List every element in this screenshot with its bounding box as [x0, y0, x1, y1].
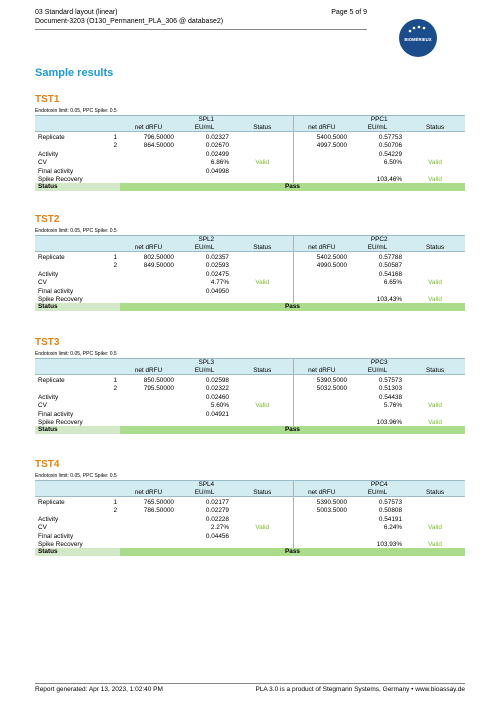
- col-header: EU/mL: [350, 244, 405, 252]
- col-header: net dRFU: [120, 489, 177, 497]
- table-row: [35, 419, 465, 427]
- cell: 103.96%: [376, 418, 403, 426]
- status-row: [35, 426, 465, 434]
- cell: 5402.5000: [293, 252, 350, 262]
- col-header: Status: [232, 489, 293, 497]
- col-header: EU/mL: [177, 367, 232, 375]
- row-label: Activity: [38, 516, 59, 523]
- table-row: 2 795.50000 0.02322 5032.5000 0.51303: [35, 385, 465, 393]
- test-subtitle: Endotoxin limit: 0.05, PPC Spike: 0.5: [35, 473, 117, 479]
- cell: 4997.5000: [293, 142, 350, 150]
- test-block-tst3: [35, 337, 465, 434]
- col-header: net dRFU: [120, 124, 177, 132]
- results-table: [35, 235, 465, 311]
- ppc-name: PPC3: [293, 359, 465, 367]
- col-header: net dRFU: [293, 489, 350, 497]
- cell: 850.50000: [143, 377, 174, 384]
- status-valid: Valid: [428, 295, 442, 303]
- row-label: Replicate: [38, 499, 65, 506]
- cell: 5.76%: [383, 401, 403, 409]
- cell: 6.86%: [210, 158, 229, 166]
- status-valid: Valid: [428, 523, 442, 531]
- status-valid: Valid: [255, 278, 270, 286]
- table-row: [35, 286, 465, 296]
- col-header: Status: [405, 124, 465, 132]
- row-label: Spike Recovery: [38, 295, 83, 303]
- cell: 0.04950: [205, 288, 229, 295]
- status-label: Status: [35, 303, 120, 311]
- col-header: EU/mL: [177, 489, 232, 497]
- logo-text: BIOMÉRIEUX: [404, 37, 432, 42]
- cell: 0.04456: [205, 533, 229, 540]
- table-row: [35, 149, 465, 159]
- results-table: [35, 358, 465, 434]
- row-label: Spike Recovery: [38, 540, 83, 548]
- cell: 4990.5000: [293, 262, 350, 270]
- cell: 0.02593: [205, 261, 229, 269]
- cell: 4.77%: [210, 278, 229, 286]
- cell: 5003.5000: [293, 507, 350, 515]
- status-valid: Valid: [428, 540, 442, 548]
- col-header: EU/mL: [350, 489, 405, 497]
- cell: 864.50000: [143, 141, 174, 149]
- ppc-name: PPC1: [293, 116, 465, 124]
- test-subtitle: Endotoxin limit: 0.05, PPC Spike: 0.5: [35, 108, 117, 114]
- table-subheader-row: [35, 244, 465, 252]
- table-row: [35, 269, 465, 279]
- test-block-tst1: [35, 94, 465, 191]
- status-label: Status: [35, 426, 120, 434]
- cell: 0.51303: [378, 384, 403, 392]
- table-row: [35, 176, 465, 184]
- cell: 0.57573: [378, 377, 403, 384]
- section-title: Sample results: [35, 67, 114, 79]
- biomerieux-logo: [398, 18, 438, 58]
- cell: 0.02228: [205, 516, 229, 523]
- table-row: 2 864.50000 0.02670 4997.5000 0.50706: [35, 142, 465, 150]
- status-valid: Valid: [428, 278, 442, 286]
- cell: 802.50000: [143, 254, 174, 261]
- test-title: TST1: [35, 94, 60, 105]
- row-label: Activity: [38, 394, 59, 401]
- status-row: [35, 548, 465, 556]
- test-block-tst2: [35, 214, 465, 311]
- table-row: Replicate 1 850.50000 0.02598 5390.5000 0.57573: [35, 375, 465, 385]
- spl-name: SPL3: [120, 359, 293, 367]
- footer-divider: [35, 683, 465, 684]
- test-title: TST3: [35, 337, 60, 348]
- row-label: CV: [38, 401, 47, 409]
- cell: 0.02322: [205, 384, 229, 392]
- table-row: [35, 541, 465, 549]
- col-header: Status: [232, 124, 293, 132]
- table-row: [35, 531, 465, 541]
- table-row: 2 786.50000 0.02279 5003.5000 0.50808: [35, 507, 465, 515]
- cell: 2.27%: [210, 523, 229, 531]
- row-label: Activity: [38, 271, 59, 278]
- page-number: Page 5 of 9: [331, 9, 367, 16]
- report-title: 03 Standard layout (linear): [35, 9, 118, 16]
- status-badge: Pass: [120, 303, 465, 311]
- col-header: net dRFU: [120, 367, 177, 375]
- status-valid: Valid: [255, 158, 270, 166]
- table-row: [35, 524, 465, 532]
- col-header: Status: [405, 367, 465, 375]
- cell: 786.50000: [143, 506, 174, 514]
- table-subheader-row: [35, 489, 465, 497]
- table-row: Replicate 1 796.50000 0.02327 5400.5000 0.57753: [35, 132, 465, 142]
- row-label: Replicate: [38, 134, 65, 141]
- cell: 6.24%: [383, 523, 403, 531]
- table-row: [35, 514, 465, 524]
- cell: 6.65%: [383, 278, 403, 286]
- status-valid: Valid: [428, 401, 442, 409]
- row-label: Replicate: [38, 377, 65, 384]
- status-valid: Valid: [428, 418, 442, 426]
- row-label: Final activity: [38, 533, 74, 540]
- table-row: 2 849.50000 0.02593 4990.5000 0.50587: [35, 262, 465, 270]
- cell: 6.50%: [383, 158, 403, 166]
- spl-name: SPL2: [120, 236, 293, 244]
- cell: 0.04998: [205, 168, 229, 175]
- table-subheader-row: [35, 124, 465, 132]
- cell: 0.57788: [378, 254, 403, 261]
- col-header: Status: [232, 244, 293, 252]
- product-info: PLA 3.0 is a product of Stegmann Systems, Germany • www.bioassay.de: [255, 686, 465, 693]
- cell: 0.54229: [378, 151, 403, 158]
- cell: 103.43%: [376, 295, 403, 303]
- header-divider: [35, 29, 367, 30]
- status-badge: Pass: [120, 183, 465, 191]
- test-title: TST2: [35, 214, 60, 225]
- table-row: [35, 159, 465, 167]
- row-label: CV: [38, 158, 47, 166]
- col-header: net dRFU: [293, 367, 350, 375]
- row-label: CV: [38, 278, 47, 286]
- test-subtitle: Endotoxin limit: 0.05, PPC Spike: 0.5: [35, 228, 117, 234]
- document-name: Document-3203 (O130_Permanent_PLA_306 @ database2): [35, 18, 224, 25]
- cell: 795.50000: [143, 384, 174, 392]
- results-table: [35, 480, 465, 556]
- status-label: Status: [35, 548, 120, 556]
- cell: 0.57753: [378, 134, 403, 141]
- results-table: [35, 115, 465, 191]
- ppc-name: PPC4: [293, 481, 465, 489]
- status-valid: Valid: [428, 158, 442, 166]
- table-header-row: [35, 116, 465, 124]
- table-row: [35, 409, 465, 419]
- cell: 5390.5000: [293, 497, 350, 507]
- status-valid: Valid: [428, 175, 442, 183]
- cell: 0.50587: [378, 261, 403, 269]
- row-label: Spike Recovery: [38, 175, 83, 183]
- test-block-tst4: [35, 459, 465, 556]
- row-label: CV: [38, 523, 47, 531]
- status-badge: Pass: [120, 548, 465, 556]
- table-row: Replicate 1 765.50000 0.02177 5390.5000 0.57573: [35, 497, 465, 507]
- cell: 5400.5000: [293, 132, 350, 142]
- col-header: Status: [232, 367, 293, 375]
- cell: 0.02357: [205, 254, 229, 261]
- cell: 0.54168: [378, 271, 403, 278]
- table-row: [35, 279, 465, 287]
- report-generated: Report generated: Apr 13, 2023, 1:02:40 PM: [35, 686, 163, 693]
- cell: 0.54438: [378, 394, 403, 401]
- cell: 0.02327: [205, 134, 229, 141]
- table-header-row: [35, 359, 465, 367]
- table-row: [35, 166, 465, 176]
- col-header: net dRFU: [293, 124, 350, 132]
- row-label: Final activity: [38, 168, 74, 175]
- col-header: EU/mL: [177, 244, 232, 252]
- table-header-row: [35, 481, 465, 489]
- status-label: Status: [35, 183, 120, 191]
- col-header: EU/mL: [177, 124, 232, 132]
- table-header-row: [35, 236, 465, 244]
- cell: 0.02670: [205, 141, 229, 149]
- row-label: Final activity: [38, 288, 74, 295]
- table-row: [35, 296, 465, 304]
- cell: 0.02598: [205, 377, 229, 384]
- cell: 0.02499: [205, 151, 229, 158]
- row-label: Activity: [38, 151, 59, 158]
- cell: 0.50808: [378, 506, 403, 514]
- col-header: Status: [405, 244, 465, 252]
- cell: 0.04921: [205, 411, 229, 418]
- cell: 0.02475: [205, 271, 229, 278]
- row-label: Replicate: [38, 254, 65, 261]
- cell: 103.93%: [376, 540, 403, 548]
- row-label: Spike Recovery: [38, 418, 83, 426]
- cell: 0.02460: [205, 394, 229, 401]
- cell: 103.46%: [376, 175, 403, 183]
- spl-name: SPL4: [120, 481, 293, 489]
- row-label: Final activity: [38, 411, 74, 418]
- cell: 765.50000: [143, 499, 174, 506]
- ppc-name: PPC2: [293, 236, 465, 244]
- cell: 0.02279: [205, 506, 229, 514]
- cell: 796.50000: [143, 134, 174, 141]
- table-subheader-row: [35, 367, 465, 375]
- status-badge: Pass: [120, 426, 465, 434]
- cell: 5390.5000: [293, 375, 350, 385]
- cell: 0.54191: [378, 516, 403, 523]
- status-valid: Valid: [255, 523, 270, 531]
- col-header: EU/mL: [350, 124, 405, 132]
- page-header: [35, 8, 367, 26]
- cell: 0.02177: [205, 499, 229, 506]
- table-row: Replicate 1 802.50000 0.02357 5402.5000 0.57788: [35, 252, 465, 262]
- col-header: net dRFU: [120, 244, 177, 252]
- table-row: [35, 392, 465, 402]
- spl-name: SPL1: [120, 116, 293, 124]
- cell: 5.60%: [210, 401, 229, 409]
- cell: 5032.5000: [293, 385, 350, 393]
- cell: 0.57573: [378, 499, 403, 506]
- cell: 849.50000: [143, 261, 174, 269]
- status-row: [35, 303, 465, 311]
- col-header: EU/mL: [350, 367, 405, 375]
- test-title: TST4: [35, 459, 60, 470]
- test-subtitle: Endotoxin limit: 0.05, PPC Spike: 0.5: [35, 351, 117, 357]
- status-valid: Valid: [255, 401, 270, 409]
- cell: 0.50706: [378, 141, 403, 149]
- status-row: [35, 183, 465, 191]
- col-header: net dRFU: [293, 244, 350, 252]
- table-row: [35, 402, 465, 410]
- col-header: Status: [405, 489, 465, 497]
- page-footer: [35, 686, 465, 693]
